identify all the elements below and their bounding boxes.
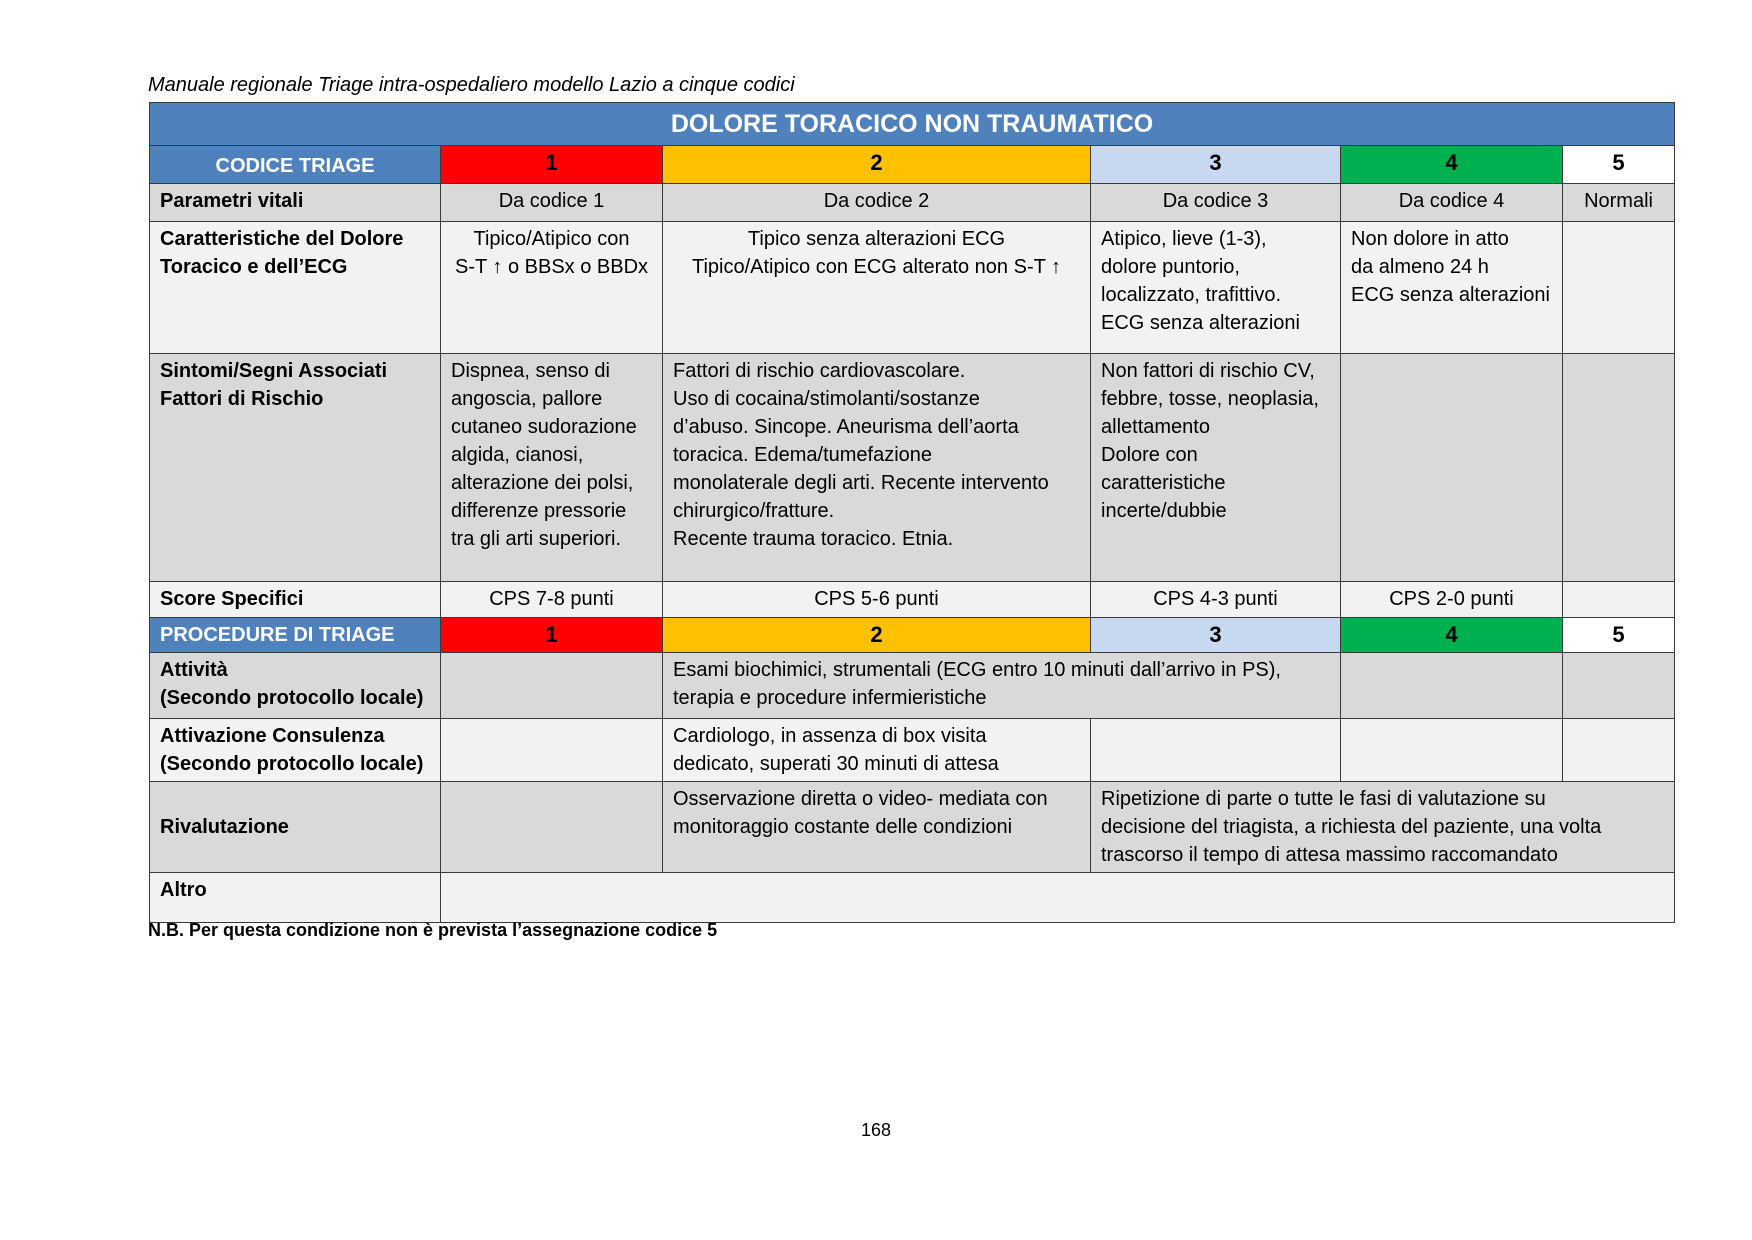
cell-line: dolore puntorio, bbox=[1101, 256, 1240, 278]
cell-line: ECG senza alterazioni bbox=[1351, 284, 1550, 306]
procedure-label: PROCEDURE DI TRIAGE bbox=[150, 618, 441, 653]
cell-line: trascorso il tempo di attesa massimo raccomandato bbox=[1101, 844, 1558, 866]
table-cell bbox=[1091, 782, 1675, 873]
consulenza-row bbox=[150, 719, 1675, 782]
cell-line: Osservazione diretta o video- mediata con bbox=[673, 788, 1048, 810]
table-cell bbox=[1341, 653, 1563, 719]
table-cell: CPS 4-3 punti bbox=[1091, 582, 1341, 618]
cell-line: cutaneo sudorazione bbox=[451, 416, 637, 438]
code-3-cell: 3 bbox=[1091, 146, 1341, 184]
table-cell bbox=[663, 782, 1091, 873]
code-4-cell: 4 bbox=[1341, 146, 1563, 184]
table-cell bbox=[1563, 653, 1675, 719]
table-cell bbox=[441, 222, 663, 354]
table-cell bbox=[663, 653, 1341, 719]
caratteristiche-row bbox=[150, 222, 1675, 354]
table-cell: Da codice 2 bbox=[663, 184, 1091, 222]
cell-line: monolaterale degli arti. Recente intervento bbox=[673, 472, 1049, 494]
cell-line: Ripetizione di parte o tutte le fasi di valutazione su bbox=[1101, 788, 1546, 810]
cell-line: terapia e procedure infermieristiche bbox=[673, 687, 987, 709]
cell-line: S-T ↑ o BBSx o BBDx bbox=[454, 256, 649, 278]
code-1-cell: 1 bbox=[441, 618, 663, 653]
table-cell: CPS 7-8 punti bbox=[441, 582, 663, 618]
cell-line: Dispnea, senso di bbox=[451, 360, 610, 382]
table-cell bbox=[1091, 354, 1341, 582]
table-cell bbox=[1563, 582, 1675, 618]
row-label: Rivalutazione bbox=[150, 782, 441, 873]
table-cell: Da codice 4 bbox=[1341, 184, 1563, 222]
table-cell bbox=[441, 354, 663, 582]
row-label bbox=[150, 354, 441, 582]
cell-line: toracica. Edema/tumefazione bbox=[673, 444, 933, 466]
table-cell: Da codice 1 bbox=[441, 184, 663, 222]
table-cell bbox=[1341, 719, 1563, 782]
table-cell bbox=[1563, 719, 1675, 782]
cell-line: ECG senza alterazioni bbox=[1101, 312, 1300, 334]
table-title: DOLORE TORACICO NON TRAUMATICO bbox=[150, 103, 1675, 146]
cell-line: Non dolore in atto bbox=[1351, 228, 1509, 250]
code-3-cell: 3 bbox=[1091, 618, 1341, 653]
cell-line: Tipico/Atipico con ECG alterato non S-T ↑ bbox=[691, 256, 1062, 278]
table-cell bbox=[441, 653, 663, 719]
code-2-cell: 2 bbox=[663, 618, 1091, 653]
label-line: Sintomi/Segni Associati bbox=[160, 360, 388, 382]
codice-triage-label: CODICE TRIAGE bbox=[150, 146, 441, 184]
cell-line: dedicato, superati 30 minuti di attesa bbox=[673, 753, 999, 775]
table-cell bbox=[1341, 222, 1563, 354]
cell-line: localizzato, trafittivo. bbox=[1101, 284, 1282, 306]
table-cell: Da codice 3 bbox=[1091, 184, 1341, 222]
table-cell bbox=[441, 719, 663, 782]
cell-line: caratteristiche bbox=[1101, 472, 1226, 494]
cell-line: tra gli arti superiori. bbox=[451, 528, 622, 550]
procedure-header-row bbox=[150, 618, 1675, 653]
row-label bbox=[150, 653, 441, 719]
row-label: Parametri vitali bbox=[150, 184, 441, 222]
rivalutazione-row bbox=[150, 782, 1675, 873]
table-cell bbox=[441, 873, 1675, 923]
label-line: Attività bbox=[160, 659, 228, 681]
cell-line: Tipico senza alterazioni ECG bbox=[747, 228, 1006, 250]
table-cell bbox=[663, 222, 1091, 354]
cell-line: monitoraggio costante delle condizioni bbox=[673, 816, 1013, 838]
label-line: (Secondo protocollo locale) bbox=[160, 753, 424, 775]
row-label: Score Specifici bbox=[150, 582, 441, 618]
table-cell bbox=[1091, 222, 1341, 354]
score-row bbox=[150, 582, 1675, 618]
triage-table bbox=[149, 102, 1675, 923]
parametri-vitali-row bbox=[150, 184, 1675, 222]
cell-line: Atipico, lieve (1-3), bbox=[1101, 228, 1267, 250]
code-5-cell: 5 bbox=[1563, 146, 1675, 184]
code-4-cell: 4 bbox=[1341, 618, 1563, 653]
cell-line: angoscia, pallore bbox=[451, 388, 603, 410]
code-1-cell: 1 bbox=[441, 146, 663, 184]
cell-line: algida, cianosi, bbox=[451, 444, 584, 466]
table-cell bbox=[663, 719, 1091, 782]
cell-line: allettamento bbox=[1101, 416, 1210, 438]
cell-line: decisione del triagista, a richiesta del paziente, una volta bbox=[1101, 816, 1602, 838]
page-number: 168 bbox=[860, 1120, 892, 1140]
table-cell: CPS 2-0 punti bbox=[1341, 582, 1563, 618]
table-cell bbox=[663, 354, 1091, 582]
cell-line: Esami biochimici, strumentali (ECG entro 10 minuti dall’arrivo in PS), bbox=[673, 659, 1281, 681]
sintomi-row bbox=[150, 354, 1675, 582]
cell-line: Recente trauma toracico. Etnia. bbox=[673, 528, 954, 550]
cell-line: chirurgico/fratture. bbox=[673, 500, 835, 522]
label-line: Caratteristiche del Dolore bbox=[160, 228, 404, 250]
table-cell bbox=[1091, 719, 1341, 782]
cell-line: differenze pressorie bbox=[451, 500, 627, 522]
row-label: Altro bbox=[150, 873, 441, 923]
cell-line: d’abuso. Sincope. Aneurisma dell’aorta bbox=[673, 416, 1019, 438]
cell-line: da almeno 24 h bbox=[1351, 256, 1489, 278]
title-row bbox=[150, 103, 1675, 146]
table-cell bbox=[1563, 222, 1675, 354]
label-line: Fattori di Rischio bbox=[160, 388, 324, 410]
cell-line: Fattori di rischio cardiovascolare. bbox=[673, 360, 966, 382]
codice-triage-row bbox=[150, 146, 1675, 184]
row-label bbox=[150, 719, 441, 782]
altro-row bbox=[150, 873, 1675, 923]
table-cell: Normali bbox=[1563, 184, 1675, 222]
row-label bbox=[150, 222, 441, 354]
cell-line: Dolore con bbox=[1101, 444, 1198, 466]
table-cell bbox=[441, 782, 663, 873]
document-header: Manuale regionale Triage intra-ospedaliero modello Lazio a cinque codici bbox=[148, 74, 795, 96]
label-line: Toracico e dell’ECG bbox=[160, 256, 348, 278]
footnote: N.B. Per questa condizione non è prevista l’assegnazione codice 5 bbox=[148, 920, 718, 940]
cell-line: Non fattori di rischio CV, bbox=[1101, 360, 1315, 382]
cell-line: febbre, tosse, neoplasia, bbox=[1101, 388, 1319, 410]
cell-line: alterazione dei polsi, bbox=[451, 472, 634, 494]
table-cell bbox=[1563, 354, 1675, 582]
label-line: (Secondo protocollo locale) bbox=[160, 687, 424, 709]
table-cell bbox=[1341, 354, 1563, 582]
table-cell: CPS 5-6 punti bbox=[663, 582, 1091, 618]
attivita-row bbox=[150, 653, 1675, 719]
cell-line: Tipico/Atipico con bbox=[473, 228, 630, 250]
label-line: Attivazione Consulenza bbox=[160, 725, 385, 747]
code-5-cell: 5 bbox=[1563, 618, 1675, 653]
code-2-cell: 2 bbox=[663, 146, 1091, 184]
cell-line: Uso di cocaina/stimolanti/sostanze bbox=[673, 388, 980, 410]
cell-line: incerte/dubbie bbox=[1101, 500, 1227, 522]
cell-line: Cardiologo, in assenza di box visita bbox=[673, 725, 987, 747]
